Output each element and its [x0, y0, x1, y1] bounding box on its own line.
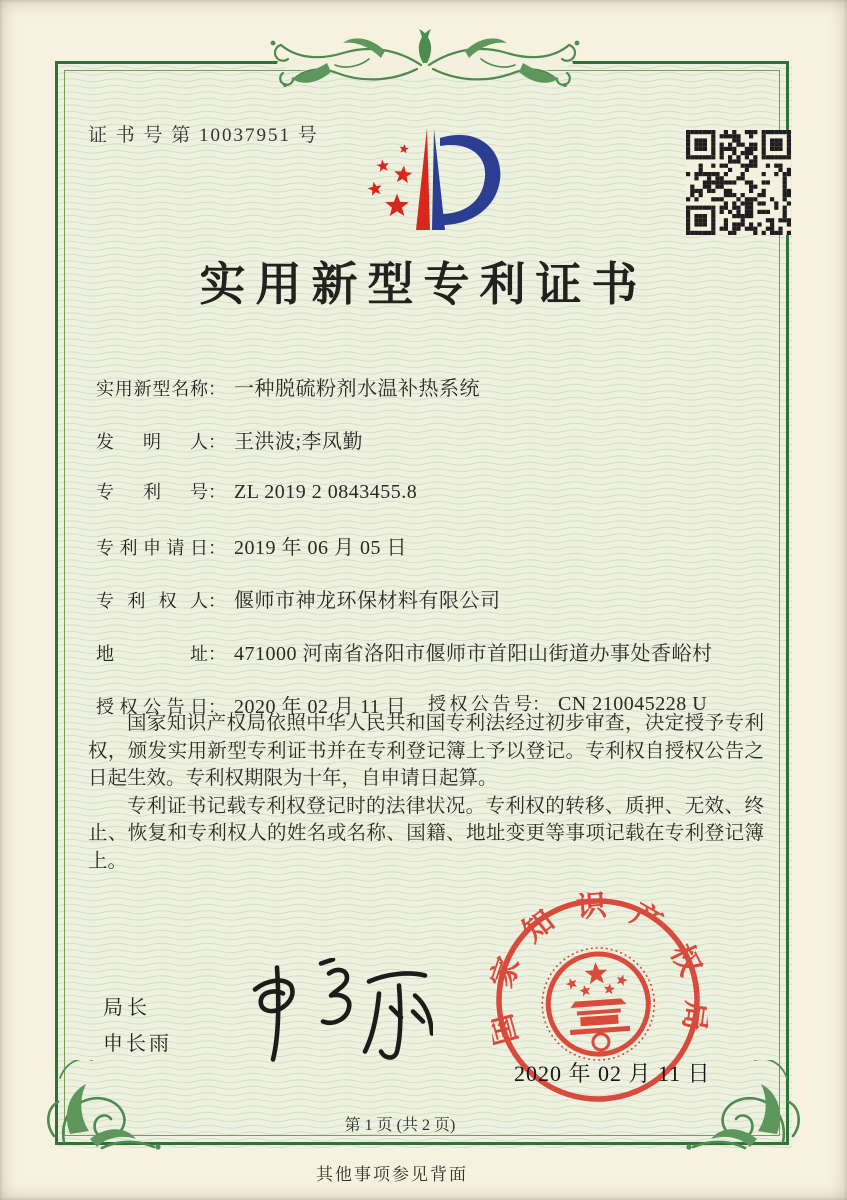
director-name: 申长雨	[103, 1033, 172, 1055]
field-label: 专利号	[96, 482, 208, 502]
certificate-number: 证 书 号 第 10037951 号	[88, 125, 319, 146]
field-value-patentee: 偃师市神龙环保材料有限公司	[234, 590, 501, 612]
field-value-grant-number: CN 210045228 U	[558, 693, 708, 715]
seal-ring-text: 国家知识产权局	[484, 888, 714, 1048]
field-row-inventor: 发明人： 王洪波;李凤勤	[96, 425, 776, 453]
field-label: 实用新型名称	[96, 379, 208, 399]
national-emblem-icon	[539, 944, 659, 1064]
field-value-filing-date: 2019 年 06 月 05 日	[234, 537, 407, 559]
director-title: 局长	[103, 997, 151, 1019]
legal-paragraph-2: 专利证书记载专利权登记时的法律状况。专利权的转移、质押、无效、终止、恢复和专利权人的姓名或名称、国籍、地址变更等事项记载在专利登记簿上。	[88, 795, 764, 872]
field-row-patent-number: 专利号： ZL 2019 2 0843455.8	[96, 478, 776, 506]
field-label: 发明人	[96, 432, 208, 452]
field-value-address: 471000 河南省洛阳市偃师市首阳山街道办事处香峪村	[234, 643, 713, 665]
field-value-grant-date: 2020 年 02 月 11 日	[234, 696, 407, 718]
top-flourish-ornament-icon	[55, 24, 795, 104]
cnipa-logo-icon	[350, 112, 515, 240]
qr-code-icon	[686, 130, 791, 235]
back-note: 其他事项参见背面	[316, 1165, 468, 1184]
field-label: 授权公告号	[428, 694, 532, 714]
field-label: 地址	[96, 644, 208, 664]
legal-text-block	[88, 710, 764, 875]
seal-date: 2020 年 02 月 11 日	[514, 1061, 711, 1086]
field-label: 授权公告日	[96, 697, 208, 717]
field-row-grant: 授权公告日： 2020 年 02 月 11 日 授权公告号： CN 210045228 U	[96, 690, 776, 718]
field-value-inventors: 王洪波;李凤勤	[234, 431, 364, 453]
field-row-patentee: 专利权人： 偃师市神龙环保材料有限公司	[96, 584, 776, 612]
field-label: 专利申请日	[96, 538, 208, 558]
field-row-address: 地址： 471000 河南省洛阳市偃师市首阳山街道办事处香峪村	[96, 637, 776, 665]
legal-paragraph-1: 国家知识产权局依照中华人民共和国专利法经过初步审查，决定授予专利权，颁发实用新型专利证书并在专利登记簿上予以登记。专利权自授权公告之日起生效。专利权期限为十年，自申请日起算。	[88, 713, 764, 789]
certificate-title: 实用新型专利证书	[199, 259, 648, 310]
field-value-utility-model-name: 一种脱硫粉剂水温补热系统	[234, 378, 480, 400]
page-indicator: 第 1 页 (共 2 页)	[344, 1117, 456, 1134]
field-row-filing-date: 专利申请日： 2019 年 06 月 05 日	[96, 531, 776, 559]
field-label: 专利权人	[96, 591, 208, 611]
field-row-name: 实用新型名称： 一种脱硫粉剂水温补热系统	[96, 372, 776, 400]
director-signature-icon	[233, 958, 433, 1066]
field-value-patent-number: ZL 2019 2 0843455.8	[234, 481, 418, 503]
bottom-left-corner-ornament-icon	[20, 1060, 180, 1190]
